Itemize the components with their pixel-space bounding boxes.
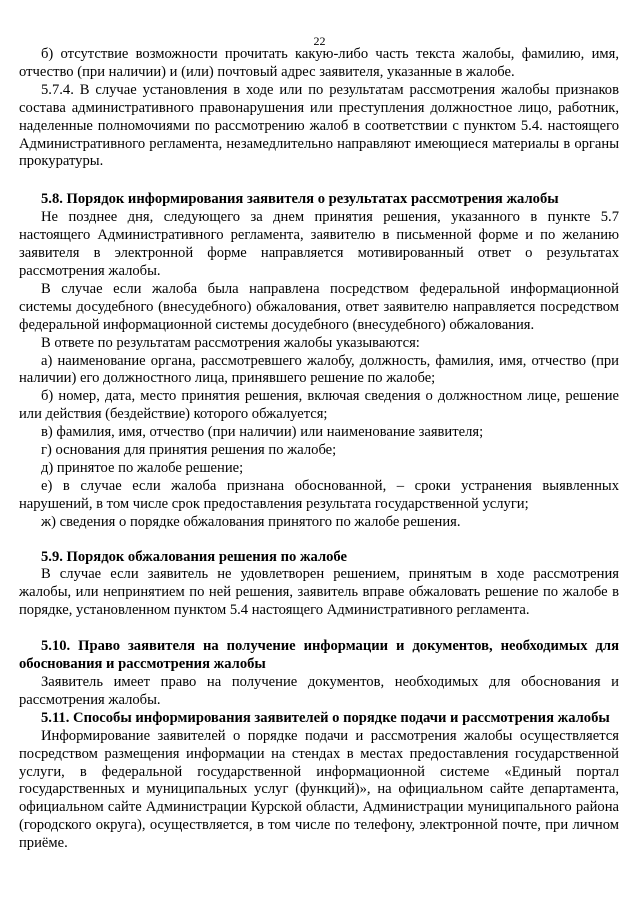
paragraph-5-7-4: 5.7.4. В случае установления в ходе или по результатам рассмотрения жалобы признаков состава административного правонарушения или преступления должностное лицо, работник, наделенные полномочиями по рассмотрению жалоб в соответствии с пунктом 5.4. настоящего Административного регламента, незамедлительно направляют имеющиеся материалы в органы прокуратуры. — [19, 81, 619, 170]
paragraph-right-to-documents: Заявитель имеет право на получение документов, необходимых для обоснования и рассмотрения жалобы. — [19, 674, 619, 708]
paragraph-appeal: В случае если заявитель не удовлетворен решением, принятым в ходе рассмотрения жалобы, или непринятием по ней решения, заявитель вправе обжаловать решение по жалобе в порядке, установленном пунктом 5.4 настоящего Административного регламента. — [19, 566, 619, 619]
paragraph-response-contents: В ответе по результатам рассмотрения жалобы указываются: — [41, 334, 420, 351]
list-item-d: д) принятое по жалобе решение; — [41, 459, 244, 476]
paragraph-informing-methods: Информирование заявителей о порядке подачи и рассмотрения жалобы осуществляется посредством размещения информации на стендах в местах предоставления государственной услуги, в федеральной государственной информационной системе «Единый портал государственных и муниципальных услуг (функций)», на официальном сайте департамента, официальном сайте Администрации Курской области, Администрации муниципального района (городского округа), осуществляется, в том числе по телефону, электронной почте, при личном приёме. — [19, 727, 619, 852]
page-number: 22 — [313, 34, 326, 48]
list-item-v: в) фамилия, имя, отчество (при наличии) или наименование заявителя; — [41, 424, 484, 441]
heading-5-10: 5.10. Право заявителя на получение информации и документов, необходимых для обоснования и рассмотрения жалобы — [19, 638, 619, 673]
heading-5-9: 5.9. Порядок обжалования решения по жалобе — [41, 548, 348, 565]
paragraph-federal-system: В случае если жалоба была направлена посредством федеральной информационной системы досудебного (внесудебного) обжалования, ответ заявителю направляется посредством федеральной информационной системы досудебного (внесудебного) обжалования. — [19, 280, 619, 333]
list-item-e: е) в случае если жалоба признана обоснованной, – сроки устранения выявленных нарушений, в том числе срок предоставления результата государственной услуги; — [19, 477, 619, 512]
paragraph-response-deadline: Не позднее дня, следующего за днем принятия решения, указанного в пункте 5.7 настоящего Административного регламента, заявителю в письменной форме и по желанию заявителя в электронной форме направляется мотивированный ответ о результатах рассмотрения жалобы. — [19, 209, 619, 279]
list-item-g: г) основания для принятия решения по жалобе; — [41, 442, 337, 459]
document-page — [19, 32, 619, 853]
list-item-zh: ж) сведения о порядке обжалования принятого по жалобе решения. — [41, 513, 461, 530]
paragraph-item-b: б) отсутствие возможности прочитать какую-либо часть текста жалобы, фамилию, имя, отчество (при наличии) и (или) почтовый адрес заявителя, указанные в жалобе. — [19, 46, 619, 80]
heading-5-8: 5.8. Порядок информирования заявителя о результатах рассмотрения жалобы — [41, 191, 559, 208]
list-item-a: а) наименование органа, рассмотревшего жалобу, должность, фамилия, имя, отчество (при наличии) его должностного лица, принявшего решение по жалобе; — [19, 352, 619, 387]
heading-5-11: 5.11. Способы информирования заявителей о порядке подачи и рассмотрения жалобы — [41, 709, 610, 726]
list-item-b: б) номер, дата, место принятия решения, включая сведения о должностном лице, решение или действия (бездействие) которого обжалуется; — [19, 388, 619, 423]
